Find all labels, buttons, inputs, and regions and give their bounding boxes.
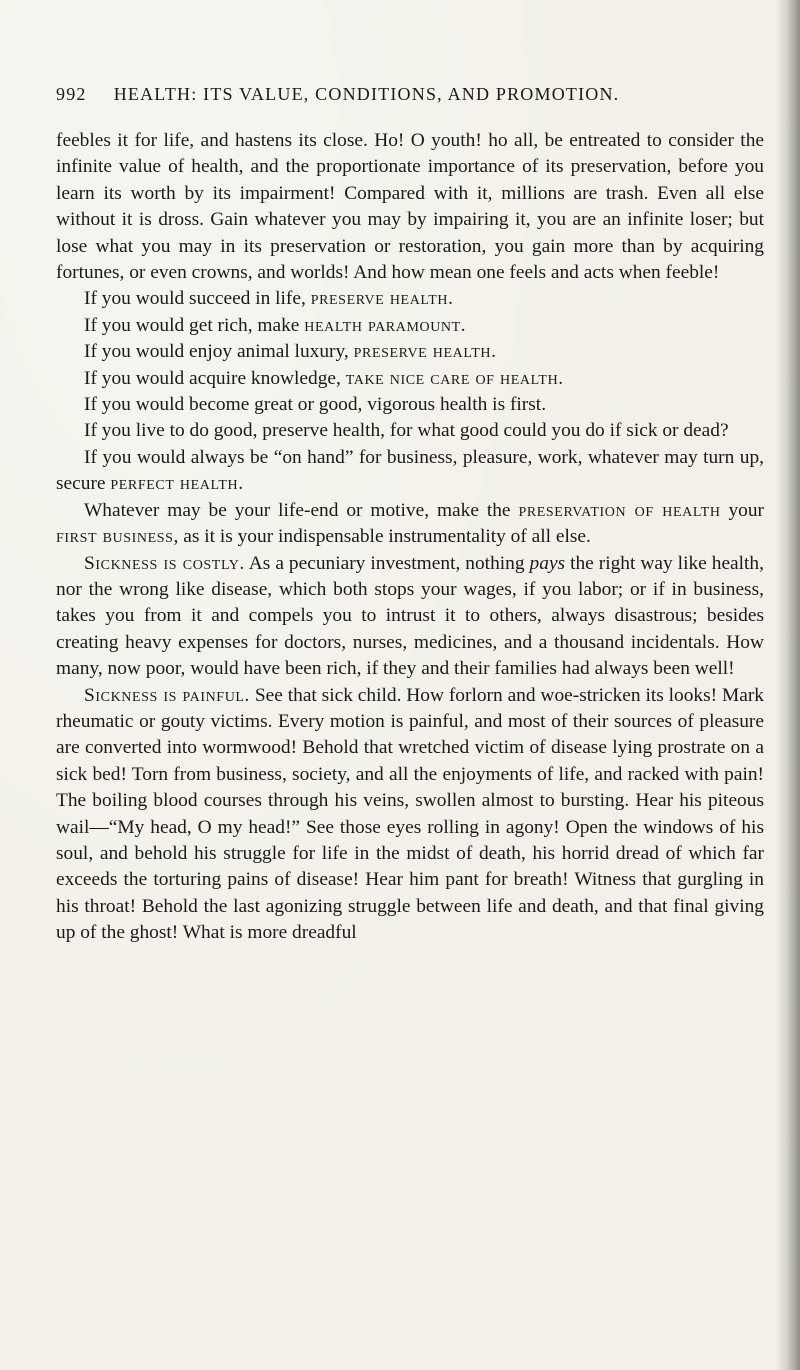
paragraph: If you live to do good, preserve health, for what good could you do if sick or dead? bbox=[84, 420, 729, 442]
paragraph: If you would always be “on hand” for business, pleasure, work, whatever may turn up, secure perfect health. bbox=[56, 446, 764, 495]
paragraph: If you would get rich, make health paramount. bbox=[84, 314, 467, 336]
paragraph: If you would acquire knowledge, take nice care of health. bbox=[84, 367, 564, 389]
paragraph: Whatever may be your life-end or motive, make the preservation of health your first business, as it is your indispensable instrumentality of all else. bbox=[56, 499, 764, 548]
page-number: 992 bbox=[56, 84, 87, 104]
page-edge-shadow bbox=[776, 0, 800, 1370]
paragraph: If you would enjoy animal luxury, preserve health. bbox=[84, 341, 497, 363]
paragraph: Sickness is costly. As a pecuniary investment, nothing pays the right way like health, nor the wrong like disease, which both stops your wages, if you labor; or if in business, takes you from it and compels you to intrust it to others, always disastrous; besides creating heavy expenses for doctors, nurses, medicines, and a thousand incidentals. How many, now poor, would have been rich, if they and their families had always been well! bbox=[56, 552, 764, 680]
running-title: HEALTH: ITS VALUE, CONDITIONS, AND PROMOTION. bbox=[113, 84, 620, 104]
paragraph: feebles it for life, and hastens its close. Ho! O youth! ho all, be entreated to consider the infinite value of health, and the proportionate importance of its preservation, before you learn its worth by its impairment! Compared with it, millions are trash. Even all else without it is dross. Gain whatever you may by impairing it, you are an infinite loser; but lose what you may in its preservation or restoration, you gain more than by acquiring fortunes, or even crowns, and worlds! And how mean one feels and acts when feeble! bbox=[56, 130, 764, 284]
paragraph: If you would become great or good, vigorous health is first. bbox=[84, 394, 547, 416]
paragraph: Sickness is painful. See that sick child. How forlorn and woe-stricken its looks! Mark rheumatic or gouty victims. Every motion is painful, and most of their sources of pleasure are converted into wormwood! Behold that wretched victim of disease lying prostrate on a sick bed! Torn from business, society, and all the enjoyments of life, and racked with pain! The boiling blood courses through his veins, swollen almost to bursting. Hear his piteous wail—“My head, O my head!” See those eyes rolling in agony! Open the windows of his soul, and behold his struggle for life in the midst of death, his horrid dread of which far exceeds the torturing pains of disease! Hear him pant for breath! Witness that gurgling in his throat! Behold the last agonizing struggle between life and death, and that final giving up of the ghost! What is more dreadful bbox=[56, 684, 764, 944]
page-header bbox=[56, 84, 756, 114]
paragraph: If you would succeed in life, preserve health. bbox=[84, 288, 454, 310]
body-text bbox=[56, 128, 764, 947]
